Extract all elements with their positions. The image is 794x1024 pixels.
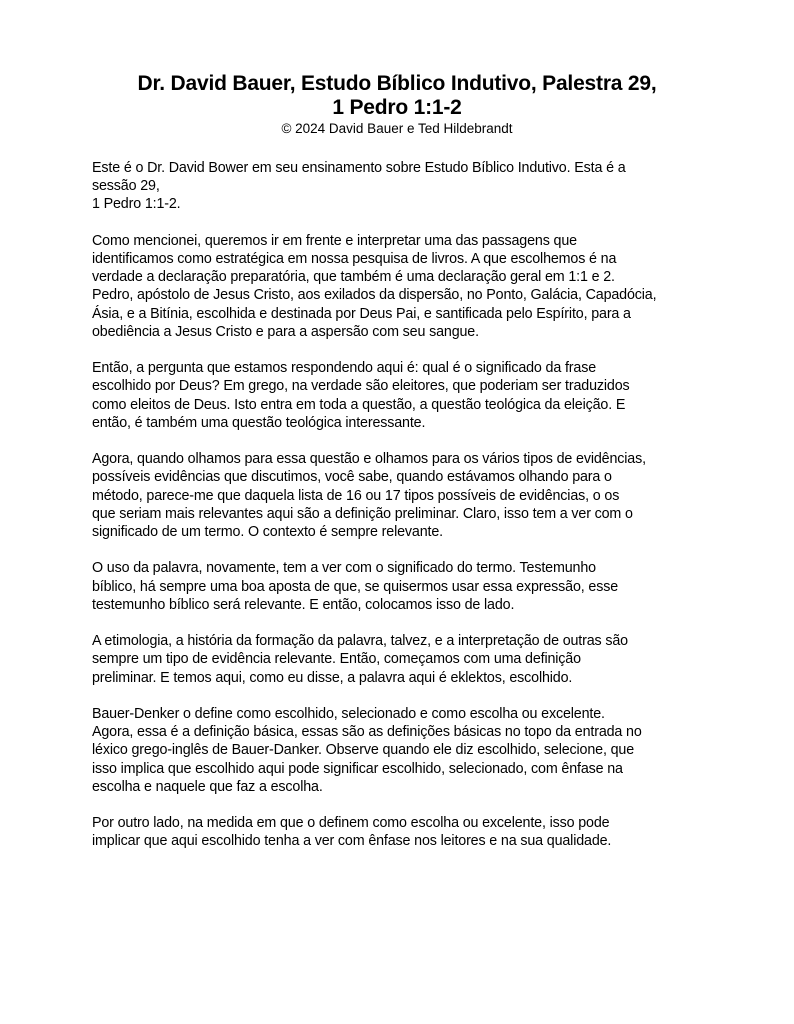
text-line: A etimologia, a história da formação da palavra, talvez, e a interpretação de outras são [92,633,628,650]
text-line: como eleitos de Deus. Isto entra em toda a questão, a questão teológica da eleição. E [92,396,626,413]
paragraph [92,814,712,850]
text-line: método, parece-me que daquela lista de 16 ou 17 tipos possíveis de evidências, o os [92,487,620,504]
text-line: verdade a declaração preparatória, que também é uma declaração geral em 1:1 e 2. [92,269,615,286]
text-line: Agora, essa é a definição básica, essas são as definições básicas no topo da entrada no [92,724,642,741]
text-line: então, é também uma questão teológica interessante. [92,414,426,431]
text-line: possíveis evidências que discutimos, você sabe, quando estávamos olhando para o [92,469,612,486]
paragraph [92,559,712,614]
text-line: sempre um tipo de evidência relevante. Então, começamos com uma definição [92,651,581,668]
text-line: Ásia, e a Bitínia, escolhida e destinada por Deus Pai, e santificada pelo Espírito, para a [92,305,631,322]
document-title [0,72,794,120]
text-line: sessão 29, [92,178,160,195]
text-line: que seriam mais relevantes aqui são a definição preliminar. Claro, isso tem a ver com o [92,505,633,522]
text-line: léxico grego-inglês de Bauer-Danker. Observe quando ele diz escolhido, selecione, que [92,742,634,759]
text-line: implicar que aqui escolhido tenha a ver com ênfase nos leitores e na sua qualidade. [92,833,612,850]
text-line: 1 Pedro 1:1-2. [92,196,181,213]
title-line-1: Dr. David Bauer, Estudo Bíblico Indutivo, Palestra 29, [137,72,657,95]
text-line: Por outro lado, na medida em que o definem como escolha ou excelente, isso pode [92,815,610,832]
title-line-2: 1 Pedro 1:1-2 [332,96,462,119]
document-header [0,72,794,137]
text-line: O uso da palavra, novamente, tem a ver com o significado do termo. Testemunho [92,560,596,577]
paragraph [92,632,712,687]
text-line: obediência a Jesus Cristo e para a aspersão com seu sangue. [92,323,479,340]
text-line: Bauer-Denker o define como escolhido, selecionado e como escolha ou excelente. [92,706,605,722]
text-line: Agora, quando olhamos para essa questão e olhamos para os vários tipos de evidências, [92,451,646,468]
text-line: preliminar. E temos aqui, como eu disse, a palavra aqui é eklektos, escolhido. [92,669,573,686]
text-line: testemunho bíblico será relevante. E então, colocamos isso de lado. [92,596,515,613]
copyright-notice: © 2024 David Bauer e Ted Hildebrandt [281,121,513,136]
paragraph [92,705,712,796]
text-line: Pedro, apóstolo de Jesus Cristo, aos exilados da dispersão, no Ponto, Galácia, Capadócia, [92,287,657,304]
text-line: bíblico, há sempre uma boa aposta de que, se quisermos usar essa expressão, esse [92,578,619,595]
text-line: isso implica que escolhido aqui pode significar escolhido, selecionado, com ênfase na [92,760,623,777]
paragraph [92,232,712,341]
paragraph [92,450,712,541]
text-line: identificamos como estratégica em nossa pesquisa de livros. A que escolhemos é na [92,251,617,267]
text-line: Este é o Dr. David Bower em seu ensinamento sobre Estudo Bíblico Indutivo. Esta é a [92,160,626,176]
paragraph [92,159,712,214]
text-line: escolha e naquele que faz a escolha. [92,778,323,795]
text-line: Então, a pergunta que estamos respondendo aqui é: qual é o significado da frase [92,360,596,377]
document-body [92,159,712,869]
text-line: escolhido por Deus? Em grego, na verdade são eleitores, que poderiam ser traduzidos [92,378,630,395]
text-line: significado de um termo. O contexto é sempre relevante. [92,524,443,541]
paragraph [92,359,712,432]
text-line: Como mencionei, queremos ir em frente e interpretar uma das passagens que [92,232,577,249]
